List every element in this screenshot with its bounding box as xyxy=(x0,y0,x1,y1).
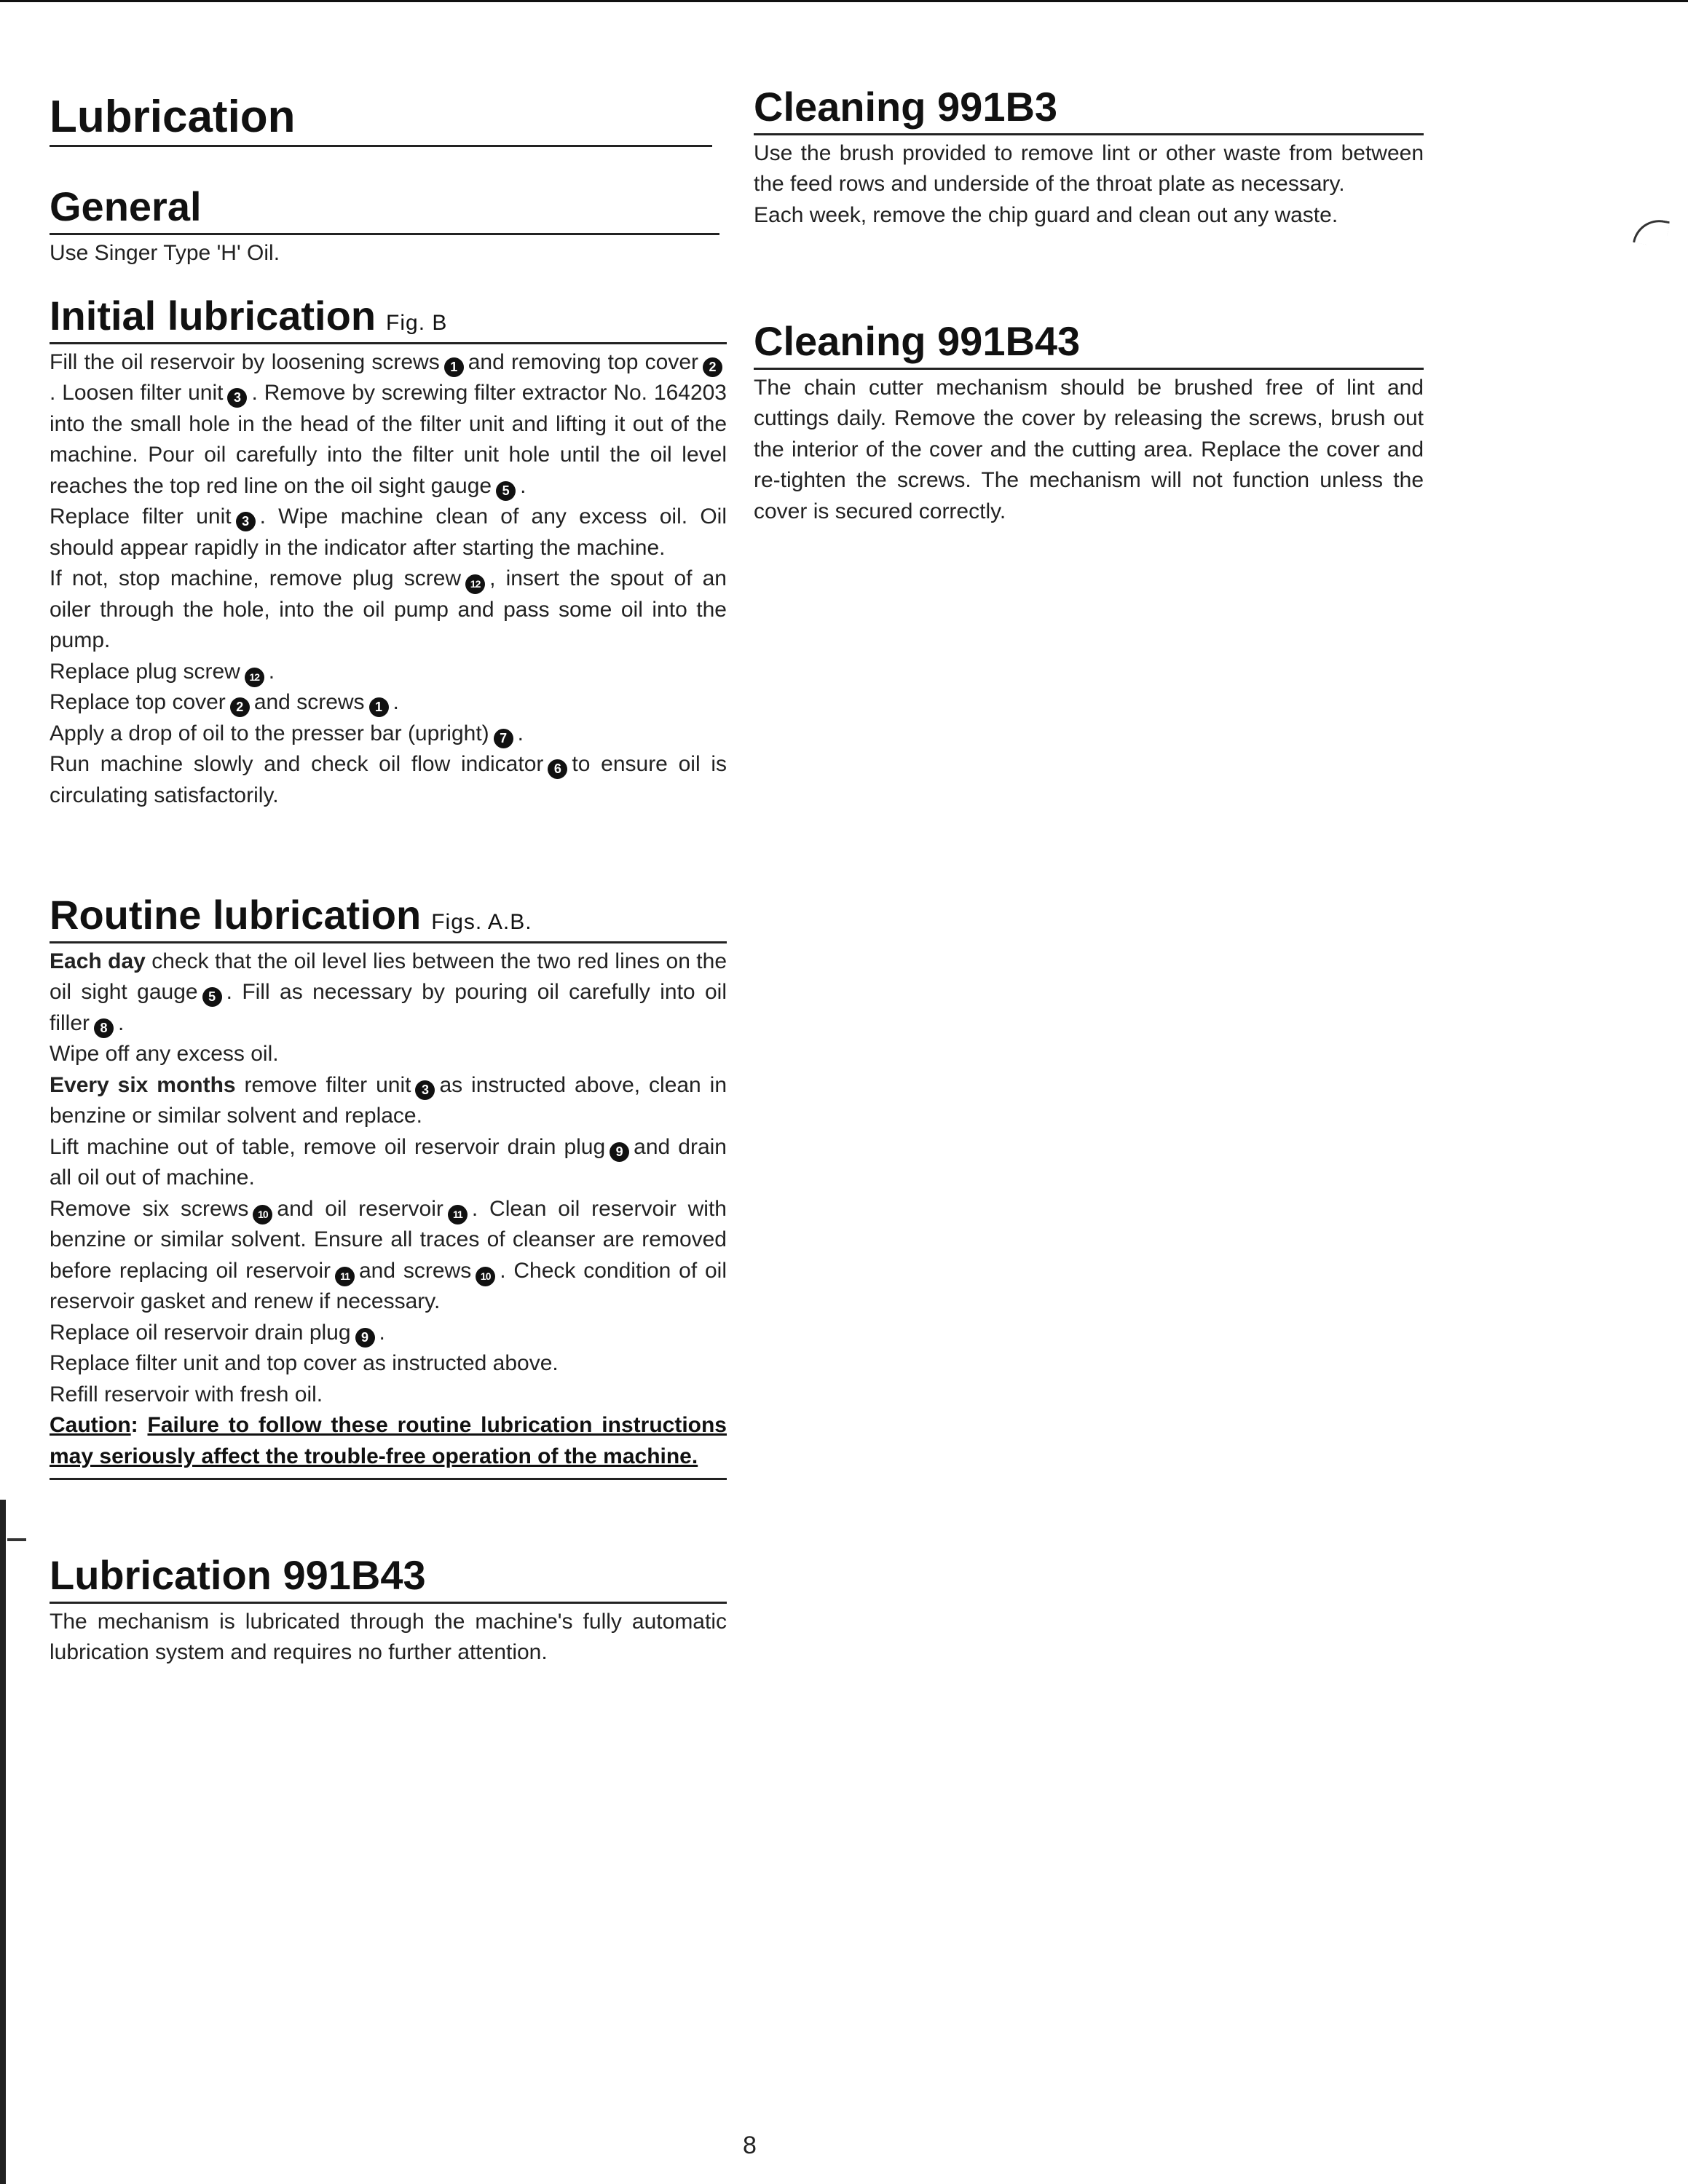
routine-paragraph-5 xyxy=(50,1194,727,1318)
callout-2-icon: 2 xyxy=(230,697,250,717)
text-span: remove filter unit xyxy=(244,1072,411,1097)
general-section xyxy=(50,183,719,269)
callout-12-icon: 12 xyxy=(245,668,264,687)
callout-9-icon: 9 xyxy=(355,1328,375,1348)
lubrication-991b43-section xyxy=(50,1554,727,1669)
routine-lubrication-section xyxy=(50,894,727,1480)
text-span: Remove six screws xyxy=(50,1196,249,1221)
text-span: Replace filter unit xyxy=(50,505,232,529)
routine-paragraph-2: Wipe off any excess oil. xyxy=(50,1042,279,1067)
text-span: Replace plug screw xyxy=(50,659,240,684)
initial-lubrication-heading xyxy=(50,295,727,344)
routine-lubrication-heading xyxy=(50,894,727,943)
cleaning-991b43-section xyxy=(754,320,1424,527)
initial-paragraph-4: Replace plug screw 12 . xyxy=(50,657,727,688)
cleaning-991b3-paragraph-2: Each week, remove the chip guard and clean out any waste. xyxy=(754,202,1338,227)
callout-11-icon: 11 xyxy=(335,1267,355,1286)
page-number: 8 xyxy=(743,2132,757,2159)
text-span: Replace oil reservoir drain plug xyxy=(50,1320,351,1345)
text-span: . Remove by screwing filter extractor No. 164203 into the small hole in the head of the filter unit and lifting it out of the machine. Pour oil carefully into the filter unit hole until the oil level reaches the top red line on the oil sight gauge xyxy=(50,381,727,498)
callout-5-icon: 5 xyxy=(202,987,222,1007)
callout-1-icon: 1 xyxy=(369,697,389,717)
cleaning-991b3-body xyxy=(754,138,1424,232)
text-span: . Fill as necessary by pouring oil carefully into oil filler xyxy=(50,980,727,1035)
routine-lubrication-title: Routine lubrication xyxy=(50,892,422,938)
text-span: to ensure oil is circulating satisfactorily. xyxy=(50,752,727,807)
callout-3-icon: 3 xyxy=(227,388,247,408)
text-span: . Clean oil reservoir with benzine or similar solvent. Ensure all traces of cleanser are removed before replacing oil reservoir xyxy=(50,1196,727,1283)
text-span: . Wipe machine clean of any excess oil. Oil should appear rapidly in the indicator after starting the machine. xyxy=(50,505,727,560)
callout-8-icon: 8 xyxy=(94,1018,114,1038)
text-span: Lift machine out of table, remove oil reservoir drain plug xyxy=(50,1134,606,1159)
every-six-months-label: Every six months xyxy=(50,1072,236,1097)
text-span: Replace top cover xyxy=(50,690,226,715)
text-span: . Check condition of oil reservoir gasket and renew if necessary. xyxy=(50,1258,727,1314)
initial-paragraph-7 xyxy=(50,749,727,811)
text-span: and screws xyxy=(253,690,365,715)
routine-paragraph-7: Replace filter unit and top cover as instructed above. xyxy=(50,1351,559,1376)
cleaning-991b3-section xyxy=(754,86,1424,231)
callout-10-icon: 10 xyxy=(253,1205,272,1224)
text-span: Fill the oil reservoir by loosening screws xyxy=(50,349,440,374)
general-heading: General xyxy=(50,186,719,235)
initial-paragraph-6: Apply a drop of oil to the presser bar (upright) 7 . xyxy=(50,719,727,750)
text-span: Apply a drop of oil to the presser bar (upright) xyxy=(50,721,489,745)
initial-figref: Fig. B xyxy=(386,311,448,335)
routine-paragraph-1: Each day check that the oil level lies between the two red lines on the oil sight gauge 5 . Fill as necessary by pouring oil carefully into oil filler 8 . xyxy=(50,946,727,1040)
lubrication-991b43-heading: Lubrication 991B43 xyxy=(50,1554,727,1604)
callout-7-icon: 7 xyxy=(494,729,513,748)
lubrication-heading: Lubrication xyxy=(50,93,712,147)
callout-9-icon: 9 xyxy=(610,1142,629,1162)
lubrication-991b43-text: The mechanism is lubricated through the machine's fully automatic lubrication system and requires no further attention. xyxy=(50,1609,727,1665)
initial-paragraph-3 xyxy=(50,563,727,657)
routine-paragraph-6: Replace oil reservoir drain plug 9 . xyxy=(50,1318,727,1349)
callout-3-icon: 3 xyxy=(415,1080,435,1100)
text-span: If not, stop machine, remove plug screw xyxy=(50,566,462,591)
initial-paragraph-5: Replace top cover 2 and screws 1 . xyxy=(50,687,727,719)
callout-2-icon: 2 xyxy=(703,357,722,377)
callout-12-icon: 12 xyxy=(465,574,485,594)
callout-11-icon: 11 xyxy=(448,1205,468,1224)
general-text: Use Singer Type 'H' Oil. xyxy=(50,240,280,265)
routine-paragraph-4 xyxy=(50,1132,727,1194)
cleaning-991b43-text: The chain cutter mechanism should be brushed free of lint and cuttings daily. Remove the cover by releasing the screws, brush out the interior of the cover and the cutting area. Replace the cover and re-tighten the screws. The mechanism will not function unless the cover is secured correctly. xyxy=(754,375,1424,523)
initial-lubrication-section xyxy=(50,295,727,811)
text-span: Run machine slowly and check oil flow indicator xyxy=(50,752,544,777)
callout-3-icon: 3 xyxy=(236,512,256,531)
callout-1-icon: 1 xyxy=(444,357,464,377)
caution-note: Caution: Failure to follow these routine lubrication instructions may seriously affect the trouble-free operation of the machine. xyxy=(50,1410,727,1480)
callout-10-icon: 10 xyxy=(476,1267,495,1286)
left-margin-bar xyxy=(0,1500,6,2184)
initial-paragraph-2 xyxy=(50,502,727,563)
cleaning-991b43-heading: Cleaning 991B43 xyxy=(754,320,1424,370)
caution-text: Failure to follow these routine lubrication instructions may seriously affect the trouble-free operation of the machine. xyxy=(50,1413,727,1468)
scan-artifact-arc xyxy=(1633,215,1670,248)
text-span: and screws xyxy=(358,1258,472,1283)
text-span: check that the oil level lies between the two red lines on the oil sight gauge xyxy=(50,949,727,1005)
text-span: . Loosen filter unit xyxy=(50,381,224,405)
routine-paragraph-8: Refill reservoir with fresh oil. xyxy=(50,1382,323,1406)
text-span: and drain all oil out of machine. xyxy=(50,1134,727,1190)
caution-label: Caution xyxy=(50,1413,131,1438)
routine-lubrication-body xyxy=(50,946,727,1481)
initial-lubrication-body xyxy=(50,347,727,812)
initial-lubrication-title: Initial lubrication xyxy=(50,293,376,339)
initial-paragraph-1: Fill the oil reservoir by loosening screws 1 and removing top cover 2. Loosen filter unit 3 . Remove by screwing filter extractor No. 164203 into the small hole in the head of the filter unit and lifting it out of the machine. Pour oil carefully into the filter unit hole until the oil level reaches the top red line on the oil sight gauge 5 . xyxy=(50,347,727,502)
text-span: and oil reservoir xyxy=(277,1196,443,1221)
routine-paragraph-3 xyxy=(50,1070,727,1132)
routine-figref: Figs. A.B. xyxy=(431,910,532,934)
text-span: as instructed above, clean in benzine or similar solvent and replace. xyxy=(50,1072,727,1128)
callout-6-icon: 6 xyxy=(548,759,567,779)
each-day-label: Each day xyxy=(50,949,146,973)
margin-arrow-mark xyxy=(7,1538,26,1541)
cleaning-991b3-heading: Cleaning 991B3 xyxy=(754,86,1424,135)
text-span: and removing top cover xyxy=(468,349,699,374)
cleaning-991b3-paragraph-1: Use the brush provided to remove lint or other waste from between the feed rows and underside of the throat plate as necessary. xyxy=(754,141,1424,197)
top-rule xyxy=(0,0,1688,2)
callout-5-icon: 5 xyxy=(496,481,516,501)
text-span: , insert the spout of an oiler through the hole, into the oil pump and pass some oil into the pump. xyxy=(50,566,727,653)
